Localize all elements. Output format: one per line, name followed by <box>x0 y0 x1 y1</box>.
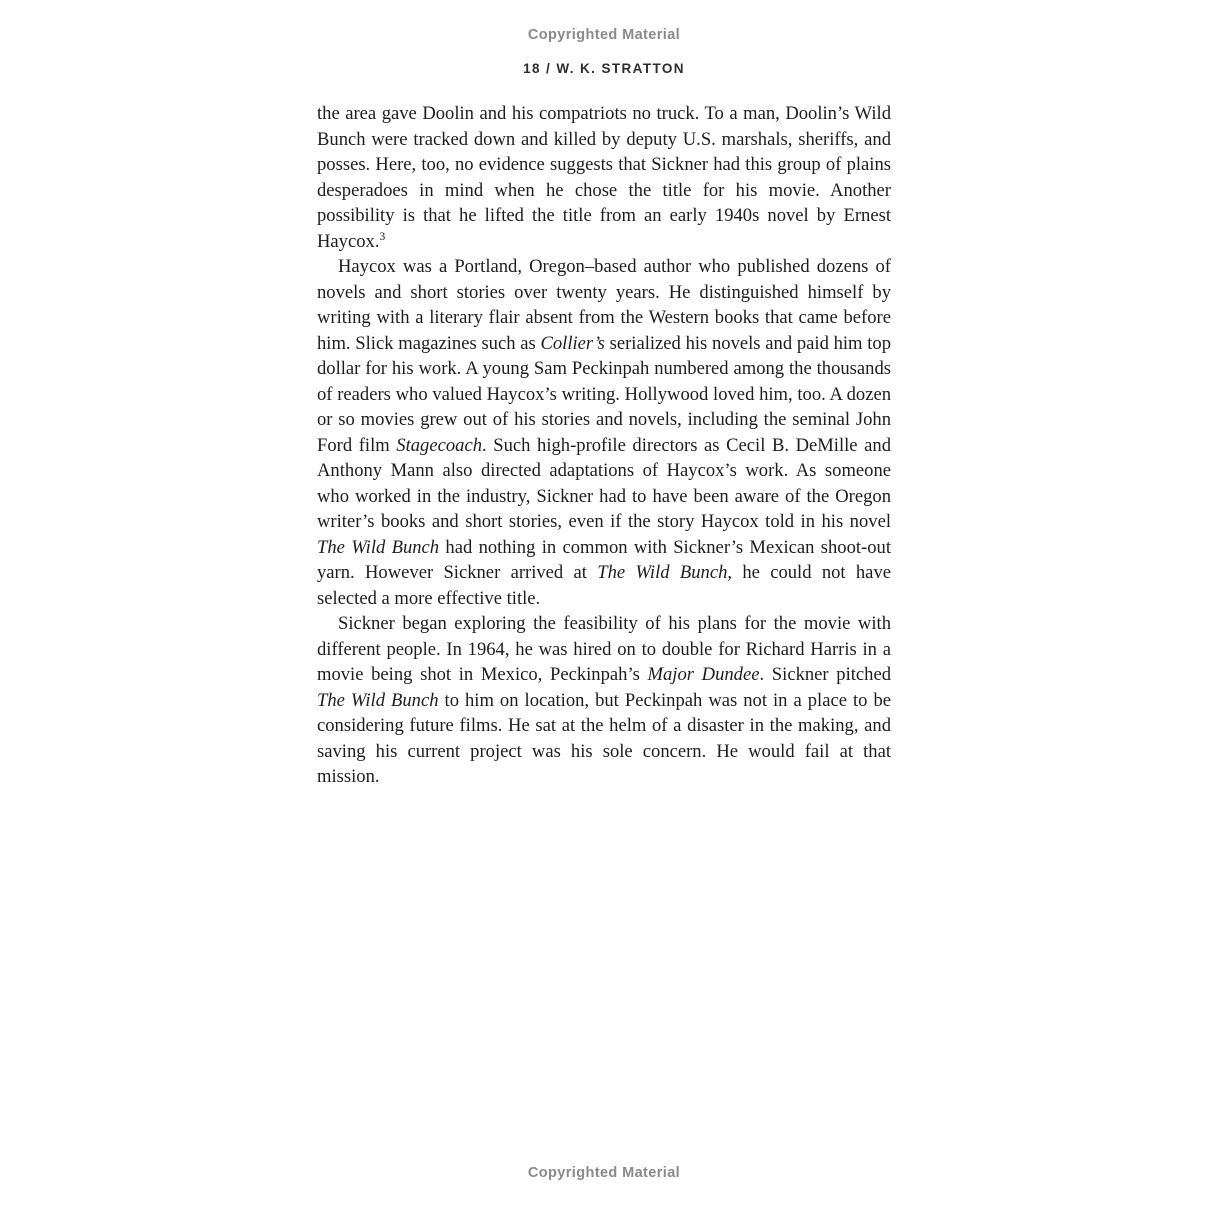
italic-text-run: Stagecoach <box>396 434 483 456</box>
italic-text-run: Collier’s <box>540 332 605 354</box>
italic-text-run: Major Dundee <box>647 664 760 685</box>
paragraph <box>317 611 891 790</box>
text-run: Sickner began exploring the feasibility of his plans for the movie with different people. In 1964, he was hired on to double for Richard Harris in a movie being shot in Mexico, Peckinpah’s <box>317 613 891 685</box>
italic-text-run: The Wild Bunch <box>317 536 440 558</box>
text-run: the area gave Doolin and his compatriots no truck. To a man, Doolin’s Wild Bunch were tracked down and killed by deputy U.S. marshals, sheriffs, and posses. Here, too, no evidence suggests that Sickner had this group of plains desperadoes in mind when he chose the title for his movie. Another possibility is that he lifted the title from an early 1940s novel by Ernest Haycox. <box>317 103 891 252</box>
page-body-text <box>317 101 891 790</box>
copyright-watermark-bottom: Copyrighted Material <box>527 1165 681 1181</box>
copyright-watermark-top: Copyrighted Material <box>527 27 681 43</box>
text-run: . Sickner pitched <box>759 664 891 685</box>
text-run: serialized his novels and paid him top dollar for his work. A young Sam Peckinpah numbered among the thousands of readers who valued Haycox’s writing. Hollywood loved him, too. A dozen or so movies grew out of his stories and novels, including the seminal John Ford film <box>317 332 891 456</box>
italic-text-run: The Wild Bunch <box>597 562 728 583</box>
text-run: had nothing in common with Sickner’s Mexican shoot-out yarn. However Sickner arrived at <box>317 536 892 583</box>
superscript-text-run: 3 <box>379 230 386 243</box>
italic-text-run: The Wild Bunch <box>317 689 439 711</box>
text-run: , he could not have selected a more effective title. <box>317 562 891 609</box>
paragraph <box>317 101 891 254</box>
text-run: Haycox was a Portland, Oregon–based author who published dozens of novels and short stories over twenty years. He distinguished himself by writing with a literary flair absent from the Western books that came before him. Slick magazines such as <box>317 256 891 354</box>
text-run: to him on location, but Peckinpah was not in a place to be considering future films. He sat at the helm of a disaster in the making, and saving his current project was his sole concern. He would fail at that mission. <box>317 689 892 787</box>
running-head: 18 / W. K. STRATTON <box>523 61 685 76</box>
text-run: . Such high-profile directors as Cecil B. DeMille and Anthony Mann also directed adaptations of Haycox’s work. As someone who worked in the industry, Sickner had to have been aware of the Oregon writer’s books and short stories, even if the story Haycox told in his novel <box>317 434 891 532</box>
paragraph <box>317 254 891 611</box>
